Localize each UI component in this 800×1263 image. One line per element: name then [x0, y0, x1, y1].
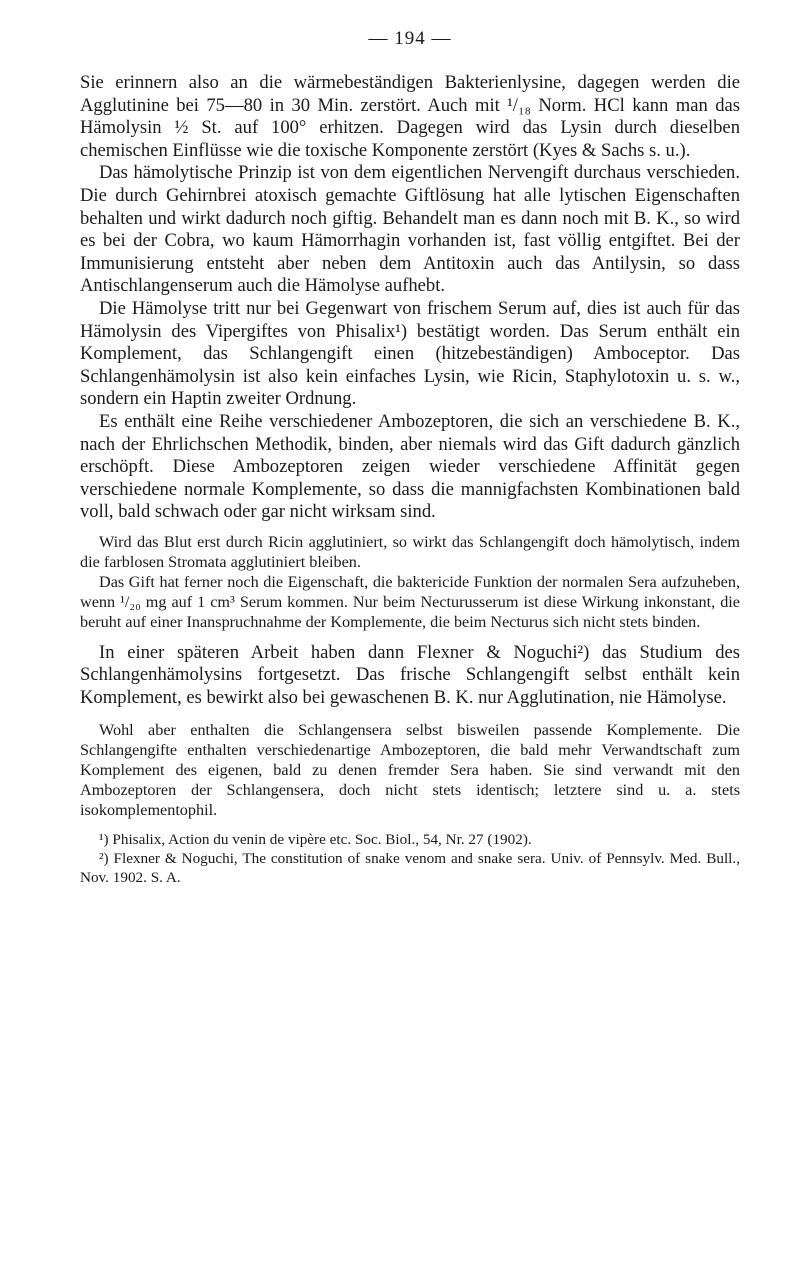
paragraph-3: Die Hämolyse tritt nur bei Gegenwart von frischem Serum auf, dies ist auch für das Hämolysin des Vipergiftes von Phisalix¹) bestätigt worden. Das Serum enthält ein Komplement, das Schlangengift einen (hitzebeständigen) Amboceptor. Das Schlangenhämolysin ist also kein einfaches Lysin, wie Ricin, Staphylotoxin u. s. w., sondern ein Haptin zweiter Ordnung.: [80, 297, 740, 410]
footnote-1: ¹) Phisalix, Action du venin de vipère etc. Soc. Biol., 54, Nr. 27 (1902).: [99, 830, 532, 848]
small-paragraph-2: Das Gift hat ferner noch die Eigenschaft, die baktericide Funktion der normalen Sera aufzuheben, wenn ¹/₂₀ mg auf 1 cm³ Serum kommen. Nur beim Necturusserum ist diese Wirkung inkonstant, die beruht auf einer Inanspruchnahme der Komplemente, die beim Necturus sich nicht stets binden.: [80, 572, 740, 631]
small-paragraph-1: Wird das Blut erst durch Ricin agglutiniert, so wirkt das Schlangengift doch hämolytisch, indem die farblosen Stromata agglutiniert bleiben.: [80, 532, 740, 571]
paragraph-4: Es enthält eine Reihe verschiedener Ambozeptoren, die sich an verschiedene B. K., nach der Ehrlichschen Methodik, binden, aber niemals wird das Gift dadurch gänzlich erschöpft. Diese Ambozeptoren zeigen wieder verschiedene Affinität gegen verschiedene normale Komplemente, so dass die mannigfachsten Kombinationen bald voll, bald schwach oder gar nicht wirksam sind.: [80, 410, 740, 523]
paragraph-later: In einer späteren Arbeit haben dann Flexner & Noguchi²) das Studium des Schlangenhämolysins fortgesetzt. Das frische Schlangengift selbst enthält kein Komplement, es bewirkt also bei gewaschenen B. K. nur Agglutination, nie Hämolyse.: [80, 641, 740, 709]
paragraph-2: Das hämolytische Prinzip ist von dem eigentlichen Nervengift durchaus verschieden. Die durch Gehirnbrei atoxisch gemachte Giftlösung hat alle lytischen Eigenschaften behalten und wirkt dadurch noch giftig. Behandelt man es dann noch mit B. K., so wird es bei der Cobra, wo kaum Hämorrhagin vorhanden ist, fast völlig entgiftet. Bei der Immunisierung entsteht aber neben dem Antitoxin auch das Antilysin, so dass Antischlangenserum auch die Hämolyse aufhebt.: [80, 162, 740, 297]
paragraph-1: Sie erinnern also an die wärmebeständigen Bakterienlysine, dagegen werden die Agglutinine bei 75—80 in 30 Min. zerstört. Auch mit ¹/₁₈ Norm. HCl kann man das Hämolysin ½ St. auf 100° erhitzen. Dagegen wird das Lysin durch dieselben chemischen Einflüsse wie die toxische Komponente zerstört (Kyes & Sachs s. u.).: [80, 72, 740, 161]
small-paragraph-last: Wohl aber enthalten die Schlangensera selbst bisweilen passende Komplemente. Die Schlangengifte enthalten verschiedenartige Ambozeptoren, die bald mehr Verwandtschaft zum Komplement des eigenen, bald zu denen fremder Sera haben. Sie sind verwandt mit den Ambozeptoren der Schlangensera, doch nicht stets identisch; letztere sind u. a. stets isokomplementophil.: [80, 720, 740, 819]
book-page: [80, 28, 740, 887]
footnote-2: ²) Flexner & Noguchi, The constitution of snake venom and snake sera. Univ. of Pennsylv. Med. Bull., Nov. 1902. S. A.: [80, 849, 740, 886]
page-number: — 194 —: [368, 28, 452, 49]
